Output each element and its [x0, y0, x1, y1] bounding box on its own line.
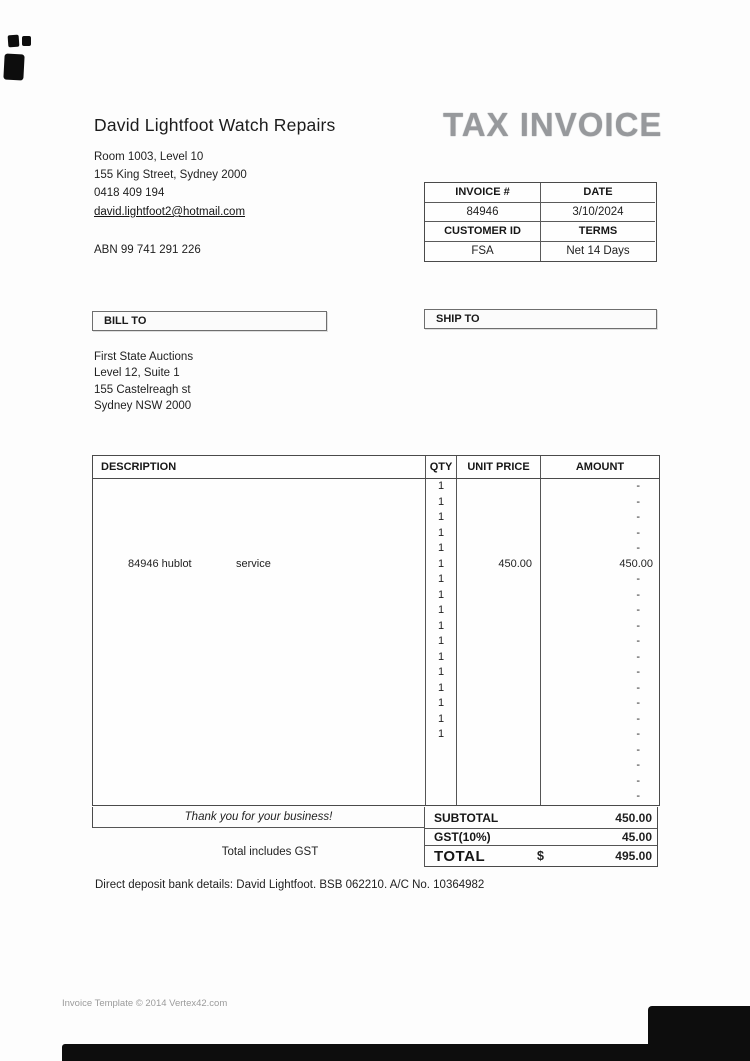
table-row: [93, 510, 659, 526]
currency-symbol: $: [537, 849, 544, 863]
cell-unit-price: [457, 479, 540, 495]
cell-qty: 1: [425, 588, 457, 604]
cell-qty: [425, 743, 457, 759]
bill-to-line: Sydney NSW 2000: [94, 399, 192, 412]
cell-amount: -: [540, 681, 659, 697]
table-row: [93, 727, 659, 743]
cell-amount: -: [540, 774, 659, 790]
cell-unit-price: [457, 603, 540, 619]
cell-amount: -: [540, 619, 659, 635]
cell-description: [93, 774, 425, 790]
seller-abn: ABN 99 741 291 226: [94, 244, 201, 256]
cell-description: [93, 541, 425, 557]
bill-to-line: Level 12, Suite 1: [94, 367, 180, 380]
document-title: TAX INVOICE: [443, 106, 663, 143]
gst-value: 45.00: [621, 830, 652, 844]
table-row: [93, 619, 659, 635]
bill-to-line: 155 Castelreagh st: [94, 383, 191, 396]
cell-unit-price: [457, 774, 540, 790]
table-row: [93, 681, 659, 697]
cell-qty: 1: [425, 526, 457, 542]
cell-amount: -: [540, 758, 659, 774]
cell-qty: 1: [425, 510, 457, 526]
cell-qty: 1: [425, 727, 457, 743]
cell-unit-price: [457, 634, 540, 650]
cell-unit-price: [457, 758, 540, 774]
table-header-row: [93, 456, 659, 479]
subtotal-row: [425, 807, 657, 829]
scan-artifact-mark: [22, 36, 31, 46]
cell-amount: -: [540, 665, 659, 681]
customer-id-label: CUSTOMER ID: [425, 222, 541, 242]
gst-label: GST(10%): [434, 830, 491, 844]
cell-unit-price: [457, 619, 540, 635]
cell-description: [93, 603, 425, 619]
table-row: [93, 758, 659, 774]
totals-box: [424, 807, 658, 867]
cell-description: [93, 510, 425, 526]
cell-amount: -: [540, 510, 659, 526]
cell-qty: 1: [425, 681, 457, 697]
bank-details-note: Direct deposit bank details: David Lightfoot. BSB 062210. A/C No. 10364982: [95, 879, 485, 891]
gst-row: [425, 829, 657, 846]
subtotal-label: SUBTOTAL: [434, 810, 499, 825]
header-unit-price: UNIT PRICE: [467, 461, 530, 473]
cell-description: [93, 479, 425, 495]
cell-qty: 1: [425, 603, 457, 619]
cell-description: [93, 743, 425, 759]
cell-qty: 1: [425, 619, 457, 635]
cell-unit-price: [457, 696, 540, 712]
cell-amount: -: [540, 650, 659, 666]
cell-unit-price: [457, 526, 540, 542]
table-row: [93, 588, 659, 604]
total-label: TOTAL: [434, 847, 486, 865]
cell-qty: 1: [425, 479, 457, 495]
cell-amount: -: [540, 712, 659, 728]
bill-to-line: First State Auctions: [94, 351, 194, 363]
terms-label: TERMS: [541, 222, 655, 242]
items-body: [93, 479, 659, 805]
cell-amount: -: [540, 603, 659, 619]
table-row: [93, 526, 659, 542]
table-row: [93, 743, 659, 759]
cell-qty: 1: [425, 557, 457, 573]
cell-amount: 450.00: [540, 557, 659, 573]
cell-qty: 1: [425, 572, 457, 588]
seller-address-line1: Room 1003, Level 10: [94, 151, 204, 163]
cell-description: [93, 619, 425, 635]
table-row: [93, 789, 659, 805]
cell-qty: [425, 774, 457, 790]
cell-unit-price: [457, 495, 540, 511]
table-row: [93, 696, 659, 712]
line-items-table: [92, 455, 660, 806]
thank-you-message: Thank you for your business!: [92, 807, 424, 828]
scan-artifact-mark: [3, 53, 24, 80]
cell-qty: 1: [425, 634, 457, 650]
cell-amount: -: [540, 743, 659, 759]
cell-qty: 1: [425, 696, 457, 712]
header-qty: QTY: [425, 456, 457, 478]
cell-qty: [425, 758, 457, 774]
seller-email-link: david.lightfoot2@hotmail.com: [94, 206, 246, 218]
cell-qty: 1: [425, 541, 457, 557]
cell-amount: -: [540, 588, 659, 604]
cell-amount: -: [540, 727, 659, 743]
cell-amount: -: [540, 789, 659, 805]
cell-amount: -: [540, 495, 659, 511]
scan-artifact-corner-patch: [648, 1006, 750, 1061]
cell-unit-price: [457, 665, 540, 681]
table-row: [93, 712, 659, 728]
table-row: [93, 557, 659, 573]
table-row: [93, 572, 659, 588]
cell-description: [93, 758, 425, 774]
table-row: [93, 603, 659, 619]
template-credit: Invoice Template © 2014 Vertex42.com: [62, 998, 228, 1009]
cell-description: [93, 634, 425, 650]
subtotal-value: 450.00: [615, 810, 652, 825]
date-value: 3/10/2024: [541, 203, 655, 223]
ship-to-header: SHIP TO: [424, 309, 657, 329]
cell-description: [93, 526, 425, 542]
cell-unit-price: [457, 681, 540, 697]
invoice-number-value: 84946: [425, 203, 541, 223]
cell-description: [93, 495, 425, 511]
cell-description: [93, 665, 425, 681]
cell-amount: -: [540, 479, 659, 495]
cell-unit-price: [457, 572, 540, 588]
cell-unit-price: [457, 588, 540, 604]
terms-value: Net 14 Days: [566, 244, 630, 257]
table-row: [93, 665, 659, 681]
cell-unit-price: [457, 789, 540, 805]
table-row: [93, 541, 659, 557]
cell-unit-price: [457, 712, 540, 728]
invoice-meta-table: [424, 182, 657, 262]
table-row: [93, 479, 659, 495]
cell-unit-price: [457, 510, 540, 526]
bill-to-address: [94, 349, 193, 414]
cell-qty: 1: [425, 665, 457, 681]
cell-description: [93, 588, 425, 604]
cell-description: [93, 712, 425, 728]
cell-amount: -: [540, 634, 659, 650]
total-value: 495.00: [615, 849, 652, 863]
cell-unit-price: [457, 541, 540, 557]
table-row: [93, 634, 659, 650]
cell-qty: 1: [425, 712, 457, 728]
header-amount: AMOUNT: [540, 456, 659, 478]
cell-description: [93, 696, 425, 712]
cell-description: [93, 650, 425, 666]
cell-unit-price: [457, 650, 540, 666]
cell-amount: -: [540, 526, 659, 542]
date-label: DATE: [541, 183, 655, 203]
scan-artifact-mark: [8, 35, 20, 48]
header-description: DESCRIPTION: [101, 461, 177, 473]
cell-unit-price: [457, 743, 540, 759]
table-row: [93, 650, 659, 666]
cell-description: [93, 681, 425, 697]
total-includes-gst-note: Total includes GST: [221, 846, 319, 858]
cell-qty: 1: [425, 650, 457, 666]
invoice-number-label: INVOICE #: [425, 183, 541, 203]
total-row: [425, 846, 657, 867]
cell-amount: -: [540, 572, 659, 588]
cell-description: [93, 572, 425, 588]
table-row: [93, 495, 659, 511]
cell-unit-price: 450.00: [498, 557, 532, 570]
table-row: [93, 774, 659, 790]
seller-phone: 0418 409 194: [94, 187, 165, 199]
customer-id-value: FSA: [425, 242, 541, 262]
scan-artifact-bottom-bar: [62, 1044, 650, 1061]
company-name: David Lightfoot Watch Repairs: [94, 115, 336, 135]
cell-qty: [425, 789, 457, 805]
cell-description: [93, 727, 425, 743]
seller-address-line2: 155 King Street, Sydney 2000: [94, 169, 247, 181]
cell-description: 84946 hublot service: [128, 557, 271, 570]
cell-unit-price: [457, 727, 540, 743]
cell-qty: 1: [425, 495, 457, 511]
cell-amount: -: [540, 541, 659, 557]
cell-description: [93, 789, 425, 805]
cell-amount: -: [540, 696, 659, 712]
bill-to-header: BILL TO: [92, 311, 327, 331]
